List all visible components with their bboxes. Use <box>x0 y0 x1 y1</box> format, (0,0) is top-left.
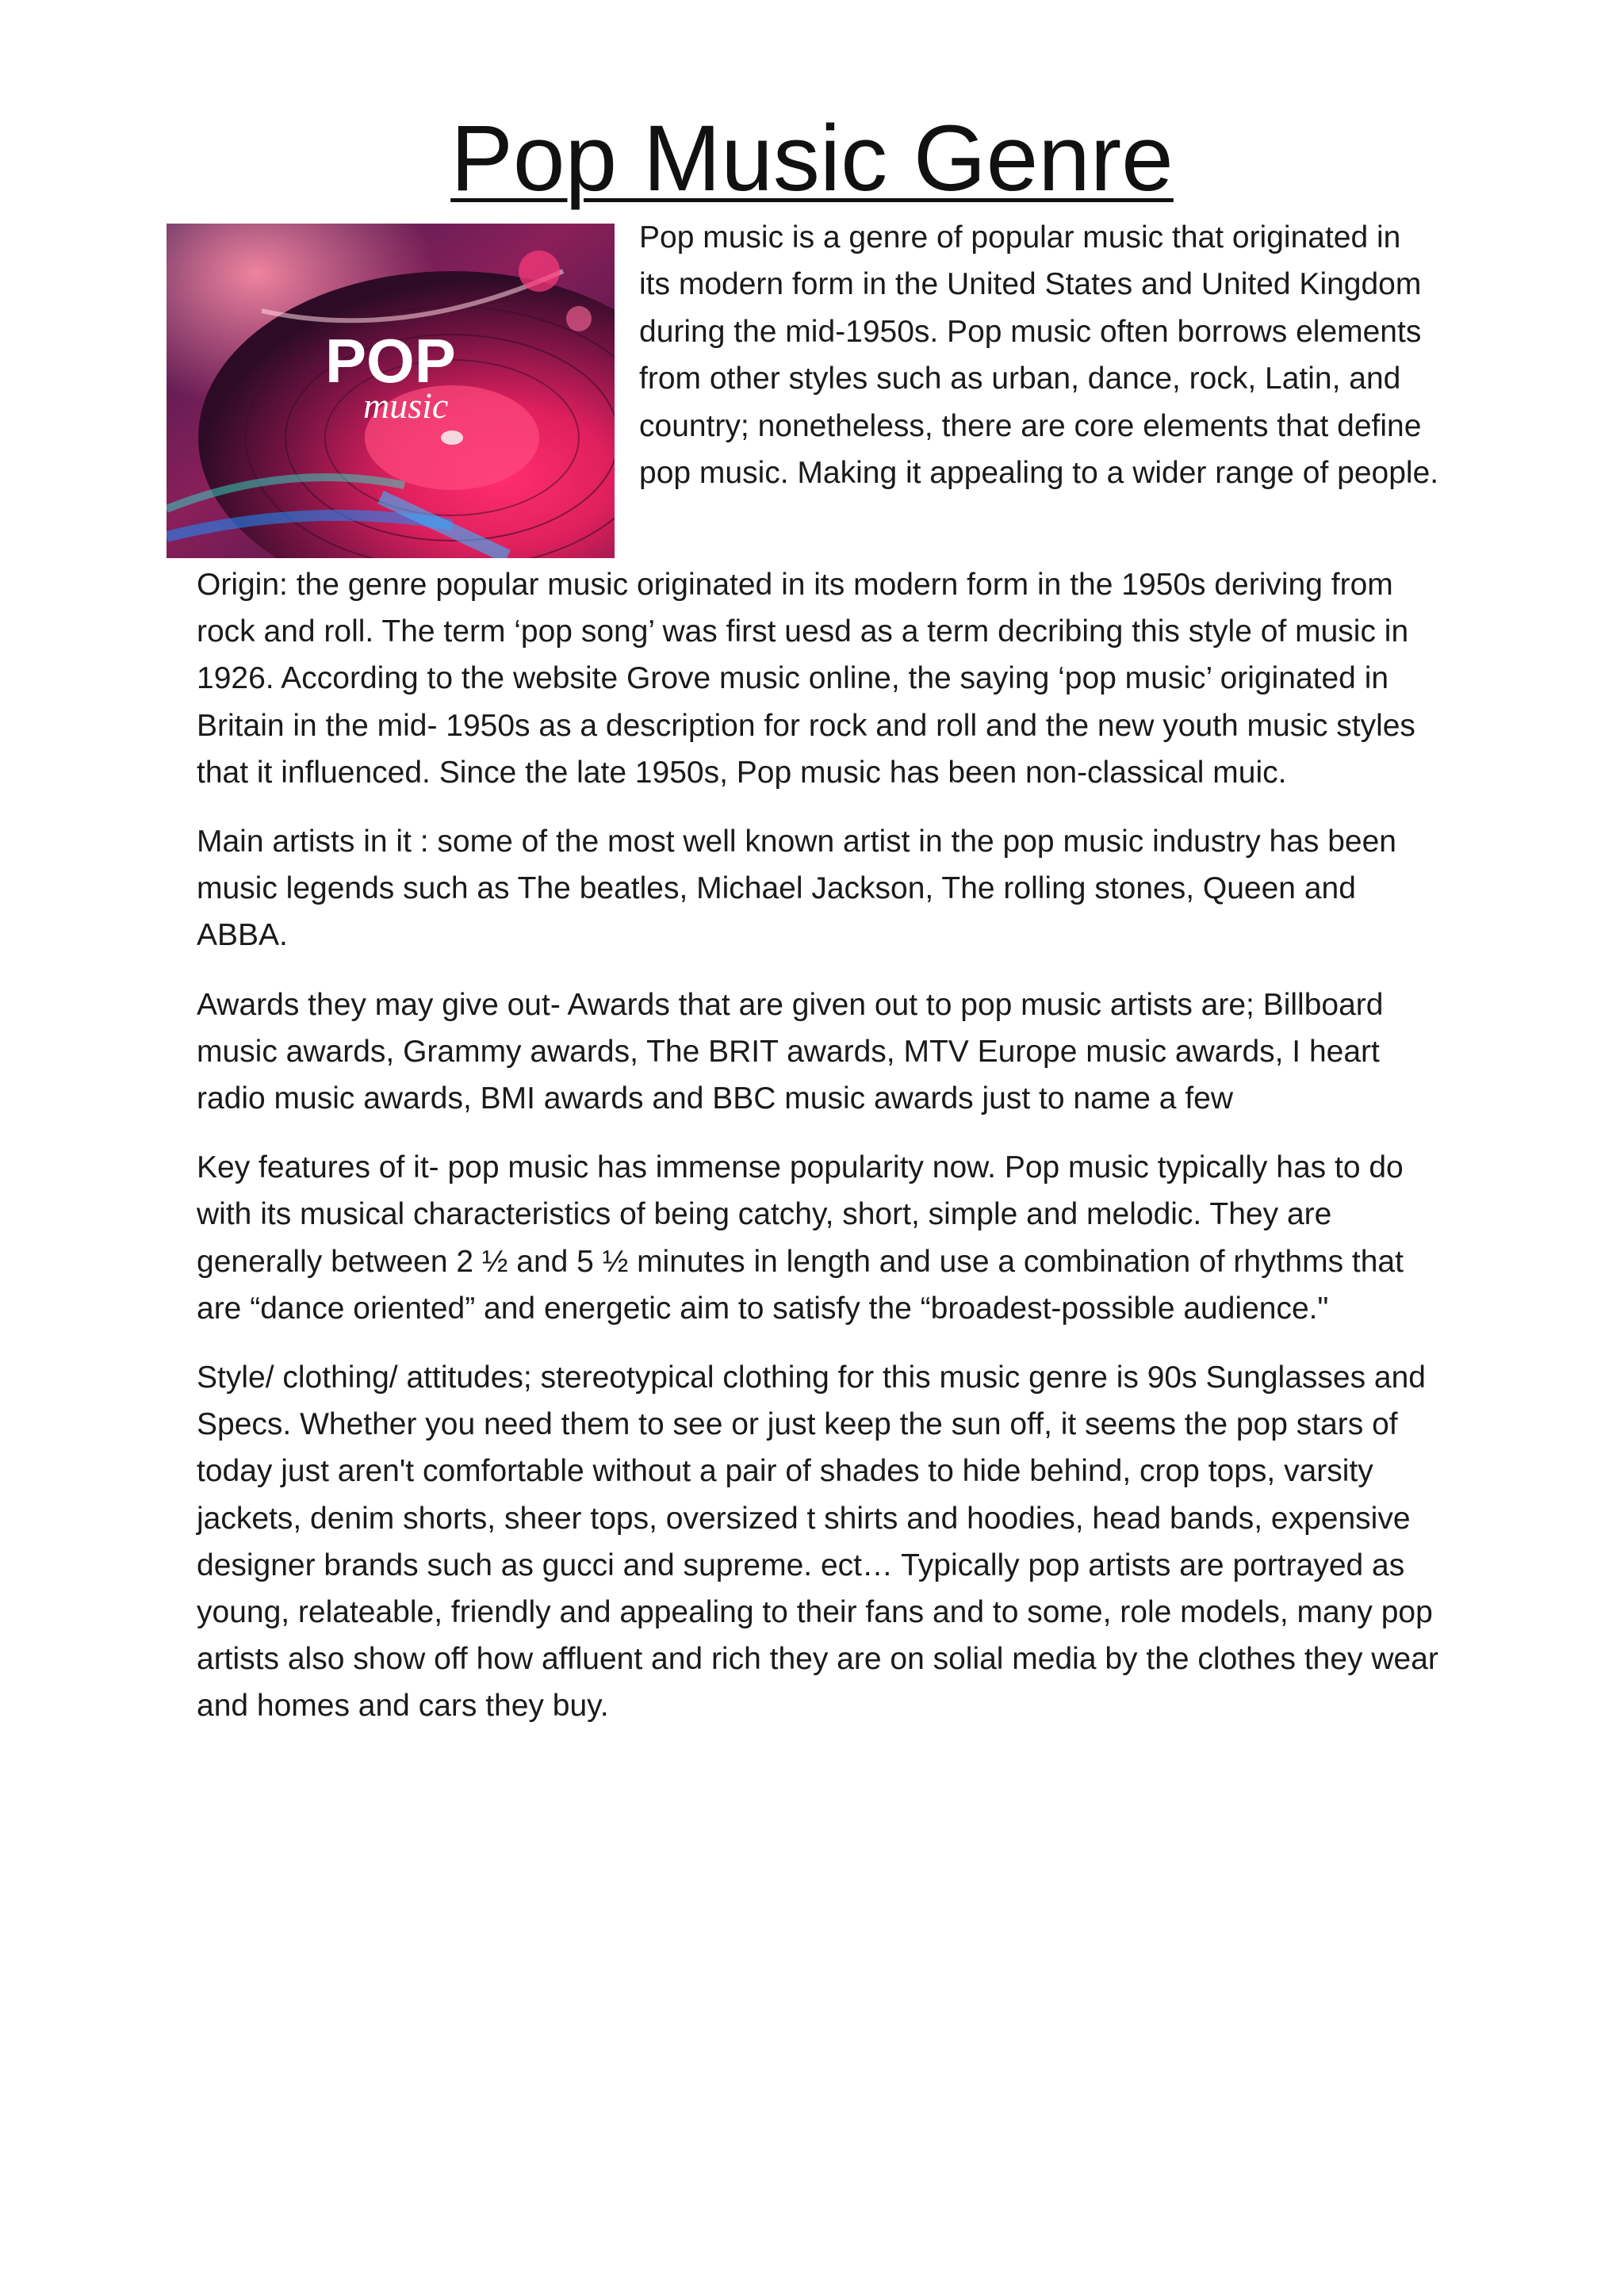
page-title: Pop Music Genre <box>450 106 1174 211</box>
pop-logo-text: POP <box>325 326 456 396</box>
paragraph-main-artists: Main artists in it : some of the most well known artist in the pop music industry has been music legends such as The beatles, Michael Jackson, The rolling stones, Queen and ABBA. <box>197 825 1397 953</box>
intro-paragraph: Pop music is a genre of popular music that originated in its modern form in the United States and United Kingdom during the mid-1950s. Pop music often borrows elements from other styles such as urban, dance, rock, Latin, and country; nonetheless, there are core elements that define pop music. Making it appealing to a wider range of people. <box>639 220 1439 491</box>
paragraph-origin: Origin: the genre popular music originated in its modern form in the 1950s deriving from rock and roll. The term ‘pop song’ was first uesd as a term decribing this style of music in 1926. According to the website Grove music online, the saying ‘pop music’ originated in Britain in the mid- 1950s as a description for rock and roll and the new youth music styles that it influenced. Since the late 1950s, Pop music has been non-classical muic. <box>197 568 1415 790</box>
music-logo-text: music <box>363 385 449 426</box>
paragraph-style: Style/ clothing/ attitudes; stereotypical clothing for this music genre is 90s Sunglasses and Specs. Whether you need them to see or just keep the sun off, it seems the pop stars of today just aren't comfortable without a pair of shades to hide behind, crop tops, varsity jackets, denim shorts, sheer tops, oversized t shirts and hoodies, head bands, expensive designer brands such as gucci and supreme. ect… Typically pop artists are portrayed as young, relateable, friendly and appealing to their fans and to some, role models, many pop artists also show off how affluent and rich they are on solial media by the clothes they wear and homes and cars they buy. <box>197 1360 1438 1724</box>
body-text <box>197 561 1442 1752</box>
pop-music-image <box>167 224 615 558</box>
paragraph-key-features: Key features of it- pop music has immense popularity now. Pop music typically has to do with its musical characteristics of being catchy, short, simple and melodic. They are generally between 2 ½ and 5 ½ minutes in length and use a combination of rhythms that are “dance oriented” and energetic aim to satisfy the “broadest-possible audience." <box>197 1150 1404 1326</box>
pop-music-turntable-image <box>167 224 615 558</box>
paragraph-awards: Awards they may give out- Awards that are given out to pop music artists are; Billboard music awards, Grammy awards, The BRIT awards, MTV Europe music awards, I heart radio music awards, BMI awards and BBC music awards just to name a few <box>197 987 1384 1116</box>
